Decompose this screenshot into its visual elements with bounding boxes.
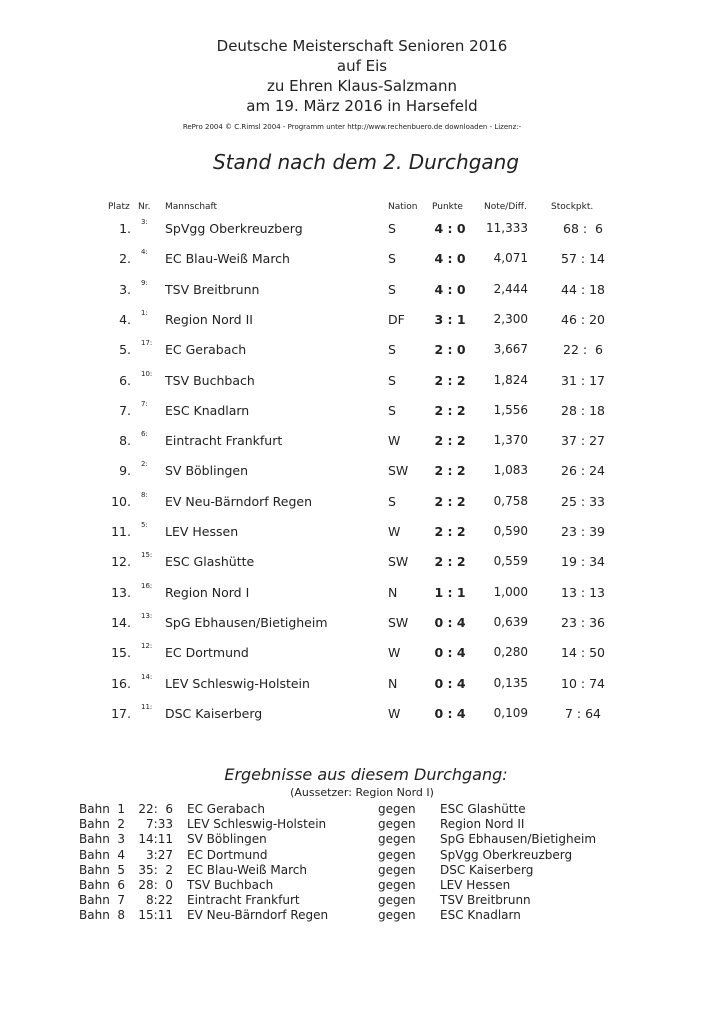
points: 4 : 0 [434, 221, 466, 236]
home-team: TSV Buchbach [187, 878, 274, 892]
points: 2 : 2 [434, 493, 466, 509]
versus: gegen [378, 893, 416, 908]
points: 0 : 4 [434, 705, 466, 721]
points: 2 : 2 [434, 372, 466, 388]
score: 15:11 [138, 908, 173, 923]
place: 16. [111, 675, 131, 691]
score: 3:27 [146, 847, 173, 862]
away-team: Region Nord II [440, 817, 525, 832]
place: 7. [119, 402, 131, 418]
result-row [0, 832, 724, 847]
start-number: 14: [141, 672, 153, 681]
note-diff: 1,083 [493, 463, 528, 478]
place: 4. [119, 311, 131, 327]
points: 2 : 2 [434, 463, 466, 479]
table-row [0, 551, 724, 574]
table-row [0, 369, 724, 393]
nation: N [388, 675, 398, 691]
table-row [0, 611, 724, 635]
start-number: 5: [141, 521, 148, 529]
table-row [0, 248, 724, 271]
nation: N [388, 584, 398, 600]
note-diff: 2,444 [493, 281, 528, 296]
place: 11. [111, 524, 131, 539]
note-diff: 1,556 [493, 402, 528, 417]
points: 0 : 4 [434, 645, 466, 661]
note-diff: 0,135 [493, 675, 528, 690]
nation: SW [388, 554, 409, 570]
lane: Bahn 2 [79, 817, 126, 832]
stock-points: 13 : 13 [561, 584, 605, 600]
away-team: TSV Breitbrunn [440, 893, 531, 908]
stock-points: 25 : 33 [561, 493, 605, 509]
lane: Bahn 1 [79, 802, 126, 816]
points: 2 : 0 [434, 342, 466, 358]
table-row [0, 430, 724, 453]
team-name: DSC Kaiserberg [165, 705, 263, 721]
home-team: SV Böblingen [187, 832, 267, 847]
col-note: Note/Diff. [484, 202, 527, 212]
note-diff: 1,824 [493, 372, 528, 387]
nation: W [388, 705, 401, 721]
table-row [0, 218, 724, 241]
nation: S [388, 402, 396, 418]
points: 1 : 1 [434, 584, 466, 600]
table-row [0, 490, 724, 514]
score: 35: 2 [138, 862, 173, 877]
note-diff: 0,109 [493, 705, 528, 720]
nation: W [388, 433, 401, 449]
versus: gegen [378, 908, 416, 923]
place: 15. [111, 645, 131, 661]
nation: S [388, 493, 396, 509]
place: 5. [119, 342, 131, 358]
place: 1. [119, 221, 131, 236]
lane: Bahn 4 [79, 847, 126, 862]
start-number: 15: [141, 551, 153, 560]
points: 4 : 0 [434, 281, 466, 297]
team-name: TSV Breitbrunn [165, 281, 260, 297]
lane: Bahn 6 [79, 878, 126, 892]
home-team: EV Neu-Bärndorf Regen [187, 908, 329, 923]
col-stock: Stockpkt. [551, 202, 594, 212]
nation: S [388, 281, 396, 297]
table-row [0, 339, 724, 362]
place: 12. [111, 554, 131, 570]
team-name: SV Böblingen [165, 463, 249, 479]
note-diff: 0,280 [493, 645, 528, 660]
result-row [0, 817, 724, 832]
home-team: LEV Schleswig-Holstein [187, 817, 327, 832]
start-number: 6: [141, 430, 148, 439]
home-team: EC Blau-Weiß March [187, 862, 307, 877]
standings-title: Stand nach dem 2. Durchgang [212, 150, 520, 174]
result-row [0, 878, 724, 893]
start-number: 4: [141, 248, 148, 257]
lane: Bahn 5 [79, 862, 126, 877]
note-diff: 0,559 [493, 554, 528, 569]
nation: S [388, 251, 396, 267]
place: 13. [111, 584, 131, 600]
home-team: EC Gerabach [187, 802, 265, 816]
away-team: ESC Knadlarn [440, 908, 521, 923]
score: 28: 0 [138, 878, 173, 892]
nation: S [388, 342, 396, 358]
table-row [0, 460, 724, 483]
nation: W [388, 524, 401, 539]
stock-points: 7 : 64 [564, 705, 602, 721]
team-name: LEV Schleswig-Holstein [165, 675, 310, 691]
stock-points: 19 : 34 [561, 554, 605, 570]
results-title: Ergebnisse aus diesem Durchgang: [224, 765, 508, 784]
nation: W [388, 645, 401, 661]
doc-honor: zu Ehren Klaus-Salzmann [267, 77, 457, 95]
start-number: 7: [141, 399, 148, 408]
place: 3. [119, 281, 131, 297]
start-number: 8: [141, 490, 148, 499]
stock-points: 28 : 18 [561, 402, 605, 418]
start-number: 3: [141, 218, 148, 226]
place: 9. [119, 463, 131, 479]
stock-points: 10 : 74 [561, 675, 605, 691]
start-number: 10: [141, 369, 153, 378]
team-name: Region Nord II [165, 311, 253, 327]
nation: S [388, 221, 396, 236]
note-diff: 1,000 [493, 584, 528, 599]
start-number: 12: [141, 642, 153, 651]
table-row [0, 521, 724, 544]
stock-points: 14 : 50 [561, 645, 605, 661]
versus: gegen [378, 862, 416, 877]
doc-date-place: am 19. März 2016 in Harsefeld [246, 97, 478, 115]
place: 17. [111, 705, 131, 721]
note-diff: 3,667 [493, 342, 528, 357]
credit-line: RePro 2004 © C.Rimsl 2004 - Programm unter http://www.rechenbuero.de downloaden - Lizenz:- [182, 123, 522, 131]
doc-title: Deutsche Meisterschaft Senioren 2016 [216, 37, 508, 55]
note-diff: 0,590 [493, 524, 528, 538]
note-diff: 0,758 [493, 493, 528, 508]
versus: gegen [378, 878, 416, 892]
points: 2 : 2 [434, 524, 466, 539]
start-number: 17: [141, 339, 153, 348]
stock-points: 44 : 18 [561, 281, 605, 297]
start-number: 11: [141, 702, 153, 711]
points: 0 : 4 [434, 614, 466, 630]
table-row [0, 581, 724, 605]
team-name: SpVgg Oberkreuzberg [165, 221, 303, 236]
note-diff: 11,333 [486, 221, 528, 235]
result-row [0, 863, 724, 878]
start-number: 2: [141, 460, 148, 469]
score: 14:11 [138, 832, 173, 847]
team-name: EC Gerabach [165, 342, 247, 358]
place: 6. [119, 372, 131, 388]
points: 4 : 0 [434, 251, 466, 267]
col-team: Mannschaft [165, 202, 218, 212]
note-diff: 4,071 [493, 251, 528, 266]
place: 8. [119, 433, 131, 449]
team-name: TSV Buchbach [165, 372, 255, 388]
team-name: Eintracht Frankfurt [165, 433, 283, 449]
score: 22: 6 [138, 802, 173, 816]
points: 2 : 2 [434, 554, 466, 570]
col-punkte: Punkte [432, 202, 463, 212]
score: 8:22 [146, 893, 173, 908]
note-diff: 0,639 [493, 614, 528, 629]
points: 2 : 2 [434, 433, 466, 449]
table-row [0, 278, 724, 302]
table-row [0, 399, 724, 423]
table-row [0, 702, 724, 726]
stock-points: 26 : 24 [561, 463, 605, 479]
points: 3 : 1 [434, 311, 466, 327]
table-row [0, 672, 724, 696]
away-team: SpG Ebhausen/Bietigheim [440, 832, 597, 847]
points: 0 : 4 [434, 675, 466, 691]
away-team: DSC Kaiserberg [440, 862, 534, 877]
stock-points: 37 : 27 [561, 433, 605, 449]
result-row [0, 848, 724, 863]
start-number: 13: [141, 611, 153, 620]
table-row [0, 642, 724, 665]
nation: SW [388, 463, 409, 479]
stock-points: 46 : 20 [561, 311, 605, 327]
result-row [0, 908, 724, 923]
start-number: 16: [141, 581, 153, 590]
team-name: LEV Hessen [165, 524, 239, 539]
stock-points: 68 : 6 [563, 221, 603, 236]
versus: gegen [378, 802, 416, 816]
lane: Bahn 7 [79, 893, 126, 908]
doc-subtitle: auf Eis [336, 57, 388, 75]
team-name: EV Neu-Bärndorf Regen [165, 493, 312, 509]
away-team: ESC Glashütte [440, 802, 526, 816]
away-team: SpVgg Oberkreuzberg [440, 847, 573, 862]
nation: SW [388, 614, 409, 630]
col-nation: Nation [388, 202, 418, 212]
col-platz: Platz [108, 202, 130, 212]
bye-note: (Aussetzer: Region Nord I) [290, 786, 434, 799]
lane: Bahn 8 [79, 908, 126, 923]
versus: gegen [378, 832, 416, 847]
team-name: ESC Knadlarn [165, 402, 250, 418]
result-row [0, 893, 724, 908]
lane: Bahn 3 [79, 832, 126, 847]
nation: DF [388, 311, 405, 327]
stock-points: 23 : 39 [561, 524, 605, 539]
note-diff: 1,370 [493, 433, 528, 448]
start-number: 1: [141, 308, 148, 317]
col-nr: Nr. [138, 202, 151, 212]
stock-points: 22 : 6 [563, 342, 603, 358]
points: 2 : 2 [434, 402, 466, 418]
home-team: EC Dortmund [187, 847, 268, 862]
stock-points: 57 : 14 [561, 251, 605, 267]
place: 10. [111, 493, 131, 509]
away-team: LEV Hessen [440, 878, 511, 892]
place: 14. [111, 614, 131, 630]
score: 7:33 [146, 817, 173, 832]
place: 2. [119, 251, 131, 267]
stock-points: 31 : 17 [561, 372, 605, 388]
note-diff: 2,300 [493, 311, 528, 326]
nation: S [388, 372, 396, 388]
stock-points: 23 : 36 [561, 614, 605, 630]
table-row [0, 308, 724, 332]
home-team: Eintracht Frankfurt [187, 893, 300, 908]
team-name: EC Dortmund [165, 645, 249, 661]
start-number: 9: [141, 278, 148, 287]
team-name: ESC Glashütte [165, 554, 255, 570]
result-row [0, 802, 724, 817]
versus: gegen [378, 817, 416, 832]
versus: gegen [378, 847, 416, 862]
team-name: Region Nord I [165, 584, 250, 600]
team-name: SpG Ebhausen/Bietigheim [165, 614, 328, 630]
team-name: EC Blau-Weiß March [165, 251, 290, 267]
